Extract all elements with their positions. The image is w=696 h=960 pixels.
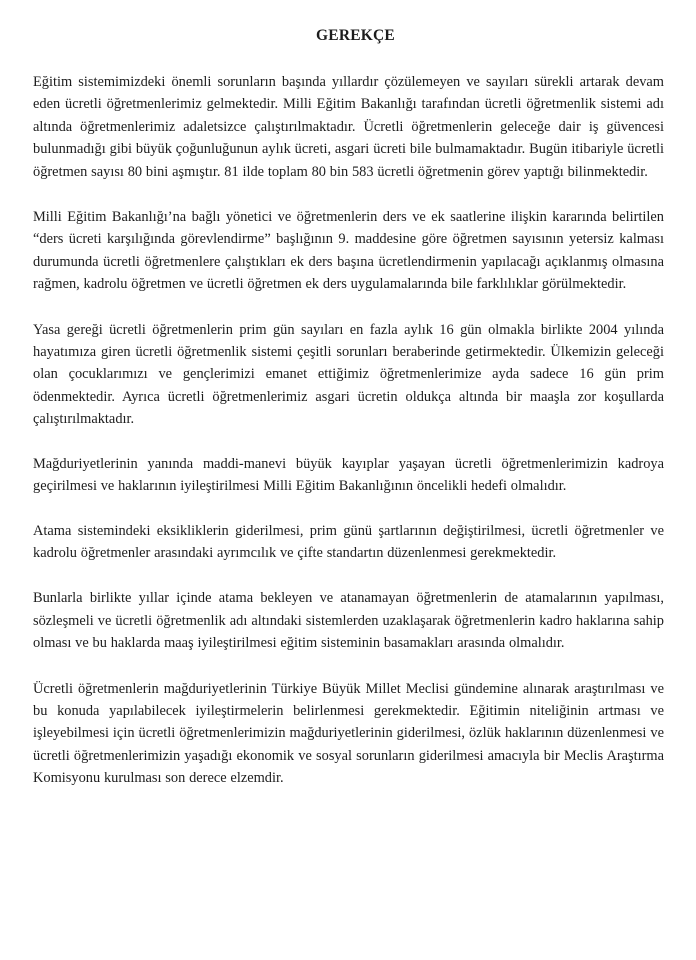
paragraph-2: Milli Eğitim Bakanlığı’na bağlı yönetici ve öğretmenlerin ders ve ek saatlerine ilişkin kararında belirtilen “ders ücreti karşılığında görevlendirme” başlığının 9. maddesine göre öğretmen sayısının yetersiz kalması durumunda ücretli öğretmenlere çalıştıkları ek ders başına ücretlendirmenin yapılacağı açıklanmış olmasına rağmen, kadrolu öğretmen ve ücretli öğretmen ek ders uygulamalarında bile farklılıklar görülmektedir. xyxy=(33,209,664,293)
paragraph-6: Bunlarla birlikte yıllar içinde atama bekleyen ve atanamayan öğretmenlerin de atamalarının yapılması, sözleşmeli ve ücretli öğretmenlik adı altındaki sistemlerden uzaklaşarak öğretmenlerin kadro haklarına sahip olması ve bu haklarda maaş iyileştirilmesi eğitim sisteminin basamakları arasında olmalıdır. xyxy=(33,590,664,652)
paragraph-3: Yasa gereği ücretli öğretmenlerin prim gün sayıları en fazla aylık 16 gün olmakla birlikte 2004 yılında hayatımıza giren ücretli öğretmenlik sistemi çeşitli sorunları beraberinde getirmektedir. Ülkemizin geleceği olan çocuklarımızı ve gençlerimizi emanet ettiğimiz öğretmenlerimize ayda sadece 16 gün prim ödenmektedir. Ayrıca ücretli öğretmenlerimiz asgari ücretin oldukça altında bir maaşla zor koşullarda çalıştırılmaktadır. xyxy=(33,321,664,428)
paragraph-1: Eğitim sistemimizdeki önemli sorunların başında yıllardır çözülemeyen ve sayıları sürekli artarak devam eden ücretli öğretmenlerimiz gelmektedir. Milli Eğitim Bakanlığı tarafından ücretli öğretmenlik sistemi adı altında öğretmenlerimiz adaletsizce çalıştırılmaktadır. Ücretli öğretmenlerin geleceğe dair iş güvencesi bulunmadığı gibi büyük çoğunluğunun aylık ücreti, asgari ücreti bile bulmamaktadır. Bugün itibariyle ücretli öğretmen sayısı 80 bini aşmıştır. 81 ilde toplam 80 bin 583 ücretli öğretmenin görev yaptığı bilinmektedir. xyxy=(33,74,664,180)
paragraph-4: Mağduriyetlerinin yanında maddi-manevi büyük kayıplar yaşayan ücretli öğretmenlerimizin kadroya geçirilmesi ve haklarının iyileştirilmesi Milli Eğitim Bakanlığının öncelikli hedefi olmalıdır. xyxy=(33,455,664,495)
paragraph-5: Atama sistemindeki eksikliklerin giderilmesi, prim günü şartlarının değiştirilmesi, ücretli öğretmenler ve kadrolu öğretmenler arasındaki ayrımcılık ve çifte standartın düzenlenmesi gerekmektedir. xyxy=(33,522,664,561)
paragraph-7: Ücretli öğretmenlerin mağduriyetlerinin Türkiye Büyük Millet Meclisi gündemine alınarak araştırılması ve bu konuda yapılabilecek iyileştirmelerin belirlenmesi gerekmektedir. Eğitimin niteliğinin artması ve işleyebilmesi için ücretli öğretmenlerimizin mağduriyetlerinin giderilmesi, özlük haklarının düzenlenmesi ve ücretli öğretmenlerimizin yaşadığı ekonomik ve sosyal sorunların giderilmesi amacıyla bir Meclis Araştırma Komisyonu kurulması son derece elzemdir. xyxy=(33,680,664,787)
document-title: GEREKÇE xyxy=(316,27,395,44)
